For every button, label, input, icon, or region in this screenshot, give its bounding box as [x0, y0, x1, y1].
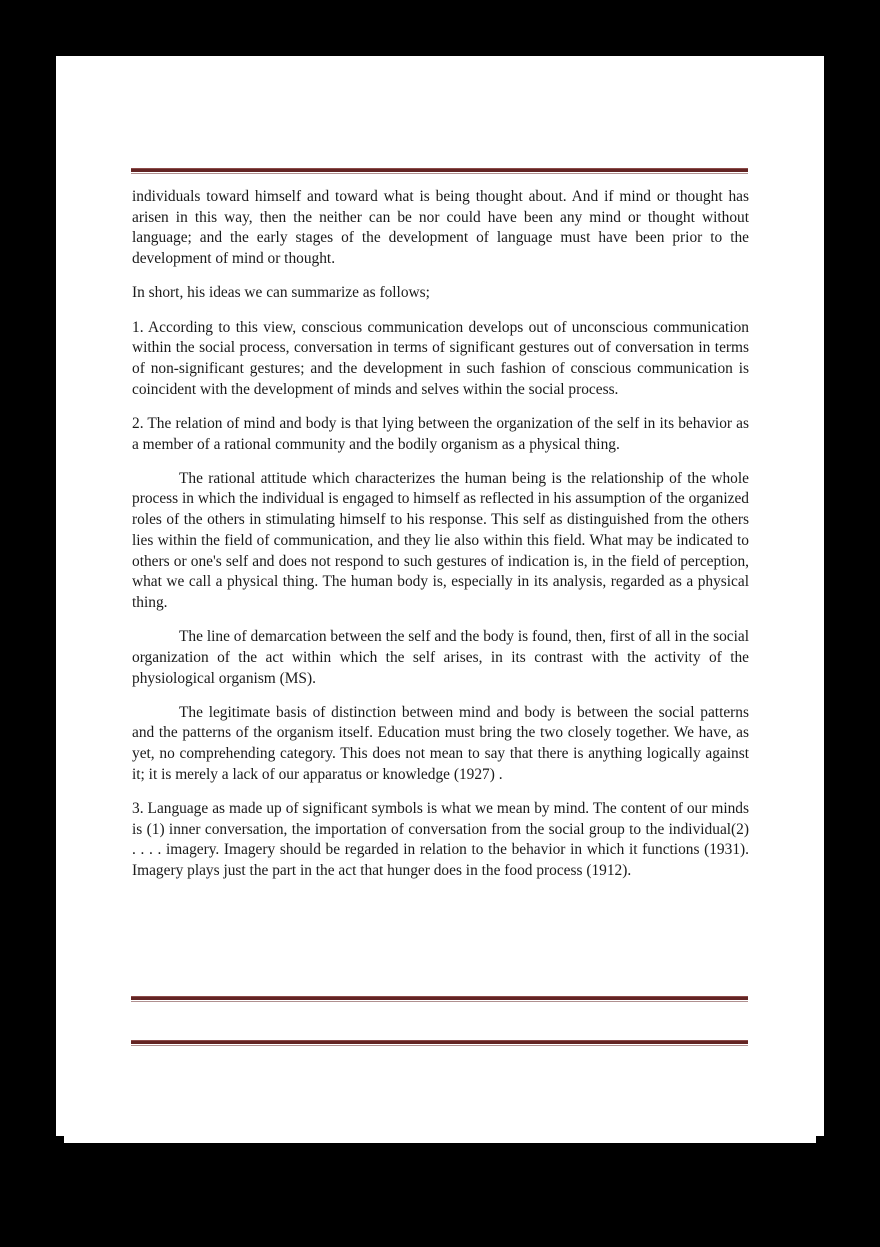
paragraph-point-3: 3. Language as made up of significant symbols is what we mean by mind. The content of our minds is (1) inner conversation, the importation of conversation from the social group to the individual(2) . . . . imagery. Imagery should be regarded in relation to the behavior in which it functions (1931). Imagery plays just the part in the act that hunger does in the food process (1912). — [132, 800, 749, 880]
footer-rule-thick — [131, 996, 748, 1000]
footer-rule-thin — [131, 1001, 748, 1002]
header-rule-thick — [131, 168, 748, 172]
paragraph-point-2: 2. The relation of mind and body is that lying between the organization of the self in its behavior as a member of a rational community and the bodily organism as a physical thing. — [132, 414, 749, 453]
paragraph-rational-attitude: The rational attitude which characterizes the human being is the relationship of the whole process in which the individual is engaged to himself as reflected in his assumption of the organized roles of the others in stimulating himself to his response. This self as distinguished from the others lies within the field of communication, and they lie also within this field. What may be indicated to others or one's self and does not respond to such gestures of indication is, in the field of perception, what we call a physical thing. The human body is, especially in its analysis, regarded as a physical thing. — [132, 469, 749, 611]
paragraph-continuation: individuals toward himself and toward what is being thought about. And if mind or thought has arisen in this way, then the neither can be nor could have been any mind or thought without language; and the early stages of the development of language must have been prior to the development of mind or thought. — [132, 188, 749, 268]
paragraph-summary-intro: In short, his ideas we can summarize as follows; — [132, 284, 430, 302]
header-rule-thin — [131, 173, 748, 174]
next-page-header-rule — [131, 1040, 748, 1046]
paragraph-line-of-demarcation: The line of demarcation between the self and the body is found, then, first of all in the social organization of the act within which the self arises, in its contrast with the activity of the physiological organism (MS). — [132, 628, 749, 687]
page-body — [132, 187, 749, 895]
page-bottom-edge — [64, 1136, 816, 1143]
footer-rule — [131, 996, 748, 1002]
header-rule — [131, 168, 748, 174]
paragraph-legitimate-basis: The legitimate basis of distinction between mind and body is between the social patterns and the patterns of the organism itself. Education must bring the two closely together. We have, as yet, no comprehending category. This does not mean to say that there is anything logically against it; it is merely a lack of our apparatus or knowledge (1927) . — [132, 703, 749, 783]
next-page-header-rule-thin — [131, 1045, 748, 1046]
paragraph-point-1: 1. According to this view, conscious communication develops out of unconscious communication within the social process, conversation in terms of significant gestures out of conversation in terms of non-significant gestures; and the development in such fashion of conscious communication is coincident with the development of minds and selves within the social process. — [132, 318, 749, 398]
next-page-header-rule-thick — [131, 1040, 748, 1044]
